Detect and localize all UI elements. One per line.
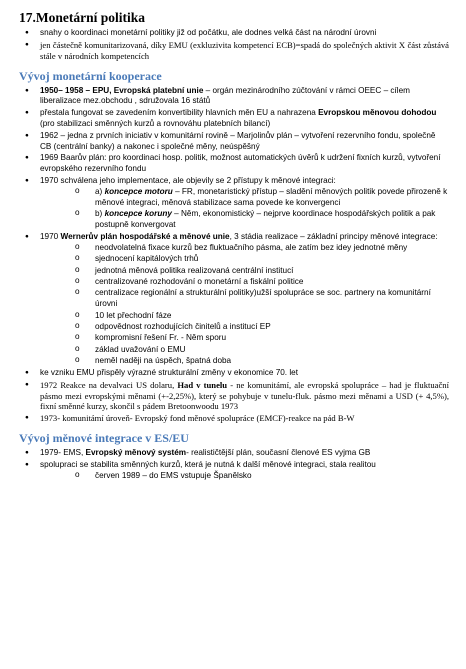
sub-list-item: o červen 1989 – do EMS vstupuje Španělsko [61,471,449,482]
emphasis-text: koncepce motoru [104,186,173,196]
list-item [19,380,449,413]
text: přestala fungovat se zavedením konvertibility hlavních měn EU a nahrazena [40,108,319,118]
list-item: ● 1962 – jedna z prvních iniciativ v komunitární rovině – Marjolinův plán – vytvoření rezervního fondu, společně CB (centrální banky) a nakonec i společné měny, neúspěšný [19,131,449,153]
sub-list-item [61,187,449,209]
list-item: ● ke vzniku EMU přispěly výrazné strukturální změny v ekonomice 70. let [19,368,449,379]
section-heading: Vývoj měnové integrace v ES/EU [19,431,189,446]
text: - realističtější plán, současní členové ES vyjma GB [186,448,371,458]
text: , 3 stádia realizace – základní principy měnové integrace: [229,231,438,241]
sub-list-item: o 10 let přechodní fáze [61,311,449,322]
sub-list-item [61,209,449,231]
sub-list-item: o kompromisní řešení Fr. - Něm sporu [61,333,449,344]
text: 1970 [40,231,61,241]
bold-text: Evropský měnový systém [85,448,187,458]
list-item: ● 1969 Baarův plán: pro koordinaci hosp. politik, možnost automatických úvěrů k udržení fixních kurzů, vytvoření evropského rezervního fondu [19,153,449,175]
sub-list-item: o neměl naději na úspěch, špatná doba [61,356,449,367]
bold-text: Wernerův plán hospodářské a měnové unie [60,231,230,241]
text: a) [95,186,105,196]
sub-list-item: o centralizace regionální a strukturální politiky)užší spolupráce se soc. partnery na komunitární úrovni [61,288,449,310]
document-body [19,28,449,482]
sub-list-item: o odpovědnost rozhodujících činitelů a institucí EP [61,322,449,333]
list-item [19,460,449,482]
list-item: ● snahy o koordinaci monetární politiky již od počátku, ale dodnes velká část na národní úrovni [19,28,449,39]
text: – FR, monetaristický přístup – sladění měnových politik povede přirozeně k měnové integraci, měnová stabilizace sama povede ke konvergenci [95,186,448,207]
text: b) [95,209,105,219]
list-item [19,232,449,367]
emphasis-text: koncepce koruny [104,209,172,219]
sub-list [40,187,449,231]
text: – orgán mezinárodního zúčtování v rámci OEEC – cílem liberalizace mez.obchodu , sdružovala 16 států [40,85,410,106]
text: spolupraci se stabilita směnných kurzů, která je nutná k další měnové integraci, stala realitou [40,459,376,469]
sub-list-item: o základ uvažování o EMU [61,345,449,356]
sub-list-item: o centralizované rozhodování o monetární a fiskální politice [61,277,449,288]
list-item: ● jen částečně komunitarizovaná, díky EMU (exkluzivita kompetencí ECB)=spadá do společných aktivit X část zůstává stále v národních kompetencích [19,40,449,62]
intro-list [19,28,449,62]
section-list [19,448,449,482]
list-item [19,176,449,231]
text: - ne komunitámí, ale evropská spolupráce – had je fluktuační pásmo mezi evropskými měnami (+-2,25%), který se pohybuje v tunelu-fluk. pásmo mezi měnami a USD (+ 4,5%), fixní směnné kurzy, skončil s pádem Bretoonwoodu 1973 [40,379,449,412]
sub-list [40,471,449,482]
text: (pro stabilizaci směnných kurzů a rovnováhu platebních bilancí) [40,119,271,129]
sub-list [40,243,449,367]
text: 1979- EMS, [40,448,86,458]
list-item [19,108,449,130]
bold-text: 1950– 1958 – EPU, Evropská platební unie [40,85,204,95]
sub-list-item: o jednotná měnová politika realizovaná centrální institucí [61,266,449,277]
list-item [19,86,449,108]
text: 1970 schválena jeho implementace, ale objevily se 2 přístupy k měnové integraci: [40,175,336,185]
section-list [19,86,449,425]
text: – Něm, ekonomistický – nejprve koordinace hospodářských politik a pak postupně konvergovat [95,209,436,230]
bold-text: Had v tunelu [177,379,228,390]
list-item [19,448,449,459]
text: 1972 Reakce na devalvaci US dolaru, [40,379,178,390]
list-item: ● 1973- komunitámí úroveň- Evropský fond měnové spolupráce (EMCF)-reakce na pád B-W [19,413,449,424]
section-heading: Vývoj monetární kooperace [19,68,162,83]
sub-list-item: o sjednocení kapitálových trhů [61,254,449,265]
sub-list-item: o neodvolatelná fixace kurzů bez fluktuačního pásma, ale zatím bez idey jednotné měny [61,243,449,254]
page-title: 17.Monetární politika [19,10,146,25]
bold-text: Evropskou měnovou dohodou [318,108,437,118]
